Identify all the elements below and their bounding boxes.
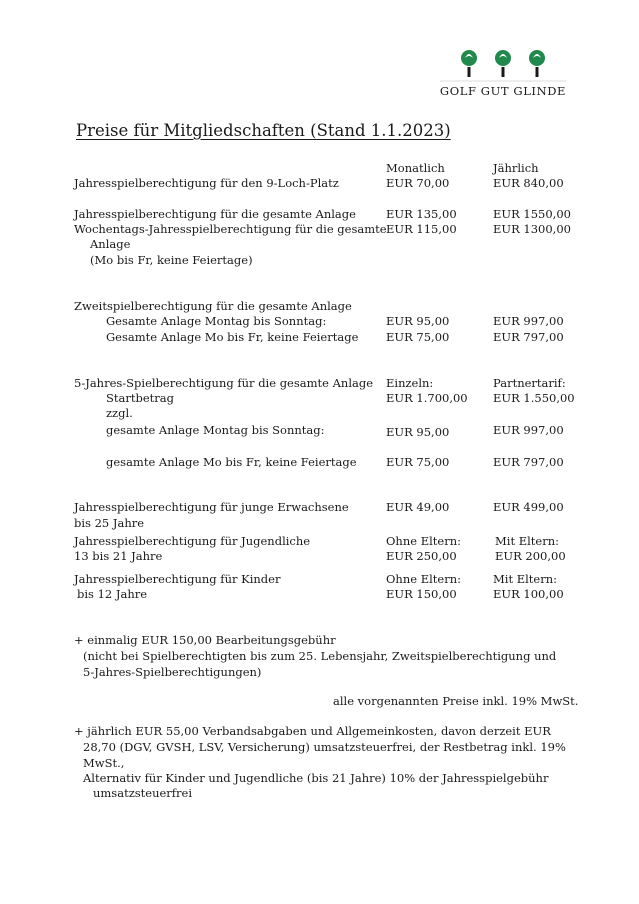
zweit-heading: Zweitspielberechtigung für die gesamte Anlage (74, 299, 352, 313)
kinder-label: Jahresspielberechtigung für Kinder (74, 572, 281, 586)
fuenfjahres-zzgl: zzgl. (106, 406, 133, 420)
note-alternativ-2: umsatzsteuerfrei (93, 786, 193, 800)
row-9-loch-label: Jahresspielberechtigung für den 9-Loch-Platz (74, 176, 339, 190)
kinder-mit-value: EUR 100,00 (493, 587, 564, 601)
zweit-row2-label: Gesamte Anlage Mo bis Fr, keine Feiertage (106, 330, 359, 344)
fuenfjahres-row2-label: gesamte Anlage Montag bis Sonntag: (106, 423, 325, 437)
kinder-label-2: bis 12 Jahre (77, 587, 148, 601)
golf-ball-icon-1 (461, 50, 477, 77)
fuenfjahres-header-einzeln: Einzeln: (386, 376, 434, 390)
fuenfjahres-header-partner: Partnertarif: (493, 376, 566, 390)
header-yearly: Jährlich (493, 161, 539, 175)
note-bearbeitungsgebuehr-2: (nicht bei Spielberechtigten bis zum 25. Lebensjahr, Zweitspielberechtigung und (83, 649, 557, 663)
jugendliche-label: Jahresspielberechtigung für Jugendliche (74, 534, 311, 548)
fuenfjahres-row1-einzeln: EUR 1.700,00 (386, 391, 468, 405)
jugendliche-label-2: 13 bis 21 Jahre (74, 549, 163, 563)
fuenfjahres-row1-partner: EUR 1.550,00 (493, 391, 575, 405)
row-gesamt-monthly: EUR 135,00 (386, 207, 457, 221)
row-9-loch-yearly: EUR 840,00 (493, 176, 564, 190)
note-alternativ: Alternativ für Kinder und Jugendliche (bis 21 Jahre) 10% der Jahresspielgebühr (83, 771, 549, 785)
junge-erwachsene-yearly: EUR 499,00 (493, 500, 564, 514)
note-vat: alle vorgenannten Preise inkl. 19% MwSt. (333, 694, 579, 708)
row-wochentags-monthly: EUR 115,00 (386, 222, 457, 236)
zweit-row2-monthly: EUR 75,00 (386, 330, 450, 344)
row-wochentags-label-3: (Mo bis Fr, keine Feiertage) (90, 253, 253, 267)
kinder-header-mit: Mit Eltern: (493, 572, 558, 586)
golf-ball-icon-3 (529, 50, 545, 77)
row-gesamt-yearly: EUR 1550,00 (493, 207, 571, 221)
logo-text: GOLF GUT GLINDE (439, 84, 567, 98)
jugendliche-header-mit: Mit Eltern: (495, 534, 560, 548)
jugendliche-ohne-value: EUR 250,00 (386, 549, 457, 563)
fuenfjahres-row3-label: gesamte Anlage Mo bis Fr, keine Feiertage (106, 455, 357, 469)
golf-ball-icon-2 (495, 50, 511, 77)
row-wochentags-yearly: EUR 1300,00 (493, 222, 571, 236)
row-wochentags-label: Wochentags-Jahresspielberechtigung für die gesamte (74, 222, 387, 236)
fuenfjahres-heading: 5-Jahres-Spielberechtigung für die gesamte Anlage (74, 376, 374, 390)
zweit-row1-label: Gesamte Anlage Montag bis Sonntag: (106, 314, 327, 328)
note-bearbeitungsgebuehr: + einmalig EUR 150,00 Bearbeitungsgebühr (74, 633, 336, 647)
row-9-loch-monthly: EUR 70,00 (386, 176, 450, 190)
fuenfjahres-row2-einzeln: EUR 95,00 (386, 425, 450, 439)
kinder-ohne-value: EUR 150,00 (386, 587, 457, 601)
fuenfjahres-row1-label: Startbetrag (106, 391, 174, 405)
header-monthly: Monatlich (386, 161, 445, 175)
note-verbandsabgaben-2: 28,70 (DGV, GVSH, LSV, Versicherung) umsatzsteuerfrei, der Restbetrag inkl. 19% (83, 740, 566, 754)
note-verbandsabgaben-3: MwSt., (83, 756, 125, 770)
row-wochentags-label-2: Anlage (90, 237, 131, 251)
junge-erwachsene-monthly: EUR 49,00 (386, 500, 450, 514)
junge-erwachsene-label: Jahresspielberechtigung für junge Erwachsene (74, 500, 349, 514)
zweit-row2-yearly: EUR 797,00 (493, 330, 564, 344)
fuenfjahres-row3-einzeln: EUR 75,00 (386, 455, 450, 469)
junge-erwachsene-label-2: bis 25 Jahre (74, 516, 145, 530)
jugendliche-header-ohne: Ohne Eltern: (386, 534, 461, 548)
fuenfjahres-row2-partner: EUR 997,00 (493, 423, 564, 437)
fuenfjahres-row3-partner: EUR 797,00 (493, 455, 564, 469)
note-bearbeitungsgebuehr-3: 5-Jahres-Spielberechtigungen) (83, 665, 262, 679)
zweit-row1-monthly: EUR 95,00 (386, 314, 450, 328)
kinder-header-ohne: Ohne Eltern: (386, 572, 461, 586)
row-gesamt-label: Jahresspielberechtigung für die gesamte Anlage (74, 207, 356, 221)
zweit-row1-yearly: EUR 997,00 (493, 314, 564, 328)
page-title: Preise für Mitgliedschaften (Stand 1.1.2023) (76, 121, 451, 140)
note-verbandsabgaben: + jährlich EUR 55,00 Verbandsabgaben und Allgemeinkosten, davon derzeit EUR (74, 724, 551, 738)
jugendliche-mit-value: EUR 200,00 (495, 549, 566, 563)
